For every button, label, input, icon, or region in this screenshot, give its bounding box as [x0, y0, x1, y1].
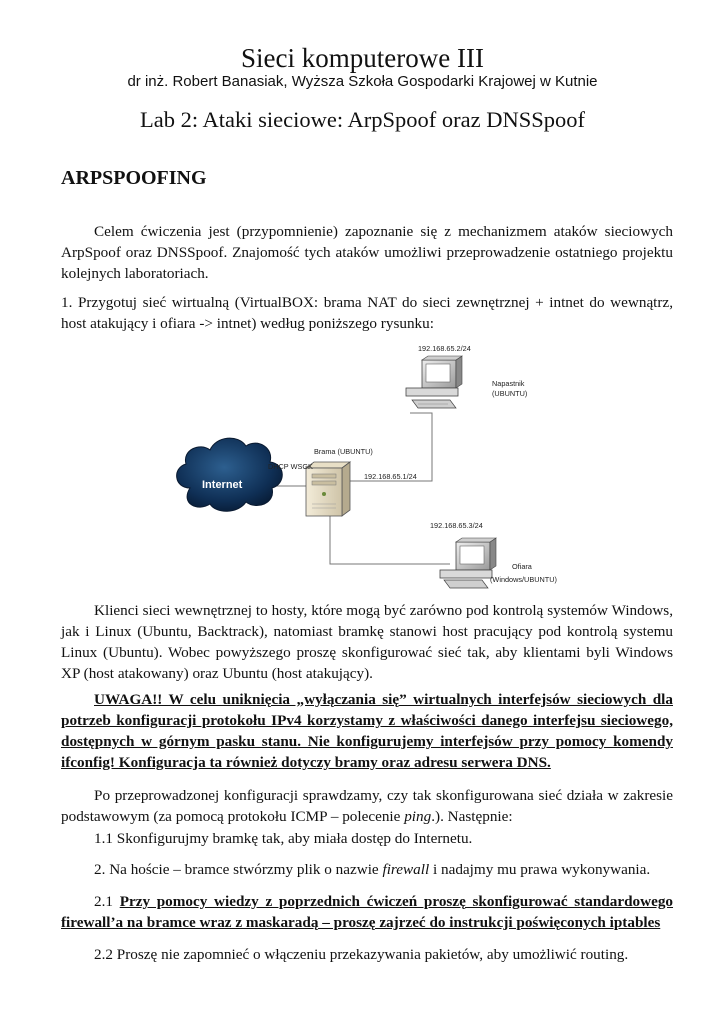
step-1-paragraph: 1. Przygotuj sieć wirtualną (VirtualBOX: brama NAT do sieci zewnętrznej + intnet do wewnątrz, host atakujący i ofiara -> intnet) według poniższego rysunku: — [61, 294, 673, 332]
victim-ip-label: 192.168.65.3/24 — [430, 521, 483, 530]
item-2-1-text: Przy pomocy wiedzy z poprzednich ćwiczeń proszę skonfigurować standardowego firewall’a na bramce wraz z maskaradą – proszę zajrzeć do instrukcji poświęconych iptables — [61, 893, 674, 931]
item-2-text-pre: 2. Na hoście – bramce stwórzmy plik o nazwie — [94, 861, 383, 878]
attacker-os-label: (UBUNTU) — [492, 389, 528, 398]
internet-label: Internet — [202, 479, 243, 491]
author-line: dr inż. Robert Banasiak, Wyższa Szkoła Gospodarki Krajowej w Kutnie — [127, 73, 598, 90]
check-text-pre: Po przeprowadzonej konfiguracji sprawdzamy, czy tak skonfigurowana sieć działa w zakresie podstawowym (za pomocą protokołu ICMP – polecenie — [61, 787, 673, 825]
section-heading: ARPSPOOFING — [61, 167, 207, 189]
check-text-post: .). Następnie: — [431, 808, 513, 825]
item-2-2: 2.2 Proszę nie zapomnieć o włączeniu przekazywania pakietów, aby umożliwić routing. — [94, 946, 629, 963]
item-2-1 — [61, 891, 673, 933]
victim-os-label: (Windows/UBUNTU) — [490, 575, 557, 584]
victim-label: Ofiara — [512, 562, 532, 571]
item-2 — [94, 859, 674, 880]
attacker-label: Napastnik — [492, 379, 525, 388]
intro-paragraph: Celem ćwiczenia jest (przypomnienie) zapoznanie się z mechanizmem ataków sieciowych ArpSpoof oraz DNSSpoof. Znajomość tych ataków umożliwi przeprowadzenie ostatniego projektu kolejnych laboratoriach. — [61, 223, 673, 282]
lab-title: Lab 2: Ataki sieciowe: ArpSpoof oraz DNSSpoof — [140, 107, 585, 132]
gateway-ip-label: 192.168.65.1/24 — [364, 472, 417, 481]
item-1-1: 1.1 Skonfigurujmy bramkę tak, aby miała dostęp do Internetu. — [94, 830, 473, 847]
dhcp-label: DHCP WSGK — [268, 462, 313, 471]
victim-computer-icon — [440, 538, 496, 588]
connection-lines — [260, 413, 450, 564]
attacker-computer-icon — [406, 356, 462, 408]
item-2-1-number: 2.1 — [94, 893, 120, 910]
check-paragraph — [61, 785, 673, 827]
document-title: Sieci komputerowe III — [241, 43, 484, 73]
internet-cloud-icon — [177, 438, 283, 511]
item-2-text-post: i nadajmy mu prawa wykonywania. — [429, 861, 651, 878]
ping-command: ping — [404, 808, 432, 825]
gateway-label: Brama (UBUNTU) — [314, 447, 373, 456]
firewall-filename: firewall — [382, 861, 430, 878]
network-diagram — [160, 338, 580, 590]
attacker-ip-label: 192.168.65.2/24 — [418, 344, 471, 353]
warning-paragraph: UWAGA!! W celu uniknięcia „wyłączania się” wirtualnych interfejsów sieciowych dla potrzeb konfiguracji protokołu IPv4 korzystamy z właściwości danego interfejsu sieciowego, dostępnych w górnym pasku stanu. Nie konfigurujemy interfejsów przy pomocy komendy ifconfig! Konfiguracja ta również dotyczy bramy oraz adresu serwera DNS. — [61, 691, 673, 771]
clients-paragraph: Klienci sieci wewnętrznej to hosty, które mogą być zarówno pod kontrolą systemów Windows, jak i Linux (Ubuntu, Backtrack), natomiast bramkę stanowi host pracujący pod kontrolą systemu Linux (Ubuntu). Wobec powyższego proszę skonfigurować sieć tak, aby klientami byli Windows XP (host atakowany) oraz Ubuntu (host atakujący). — [61, 602, 673, 682]
